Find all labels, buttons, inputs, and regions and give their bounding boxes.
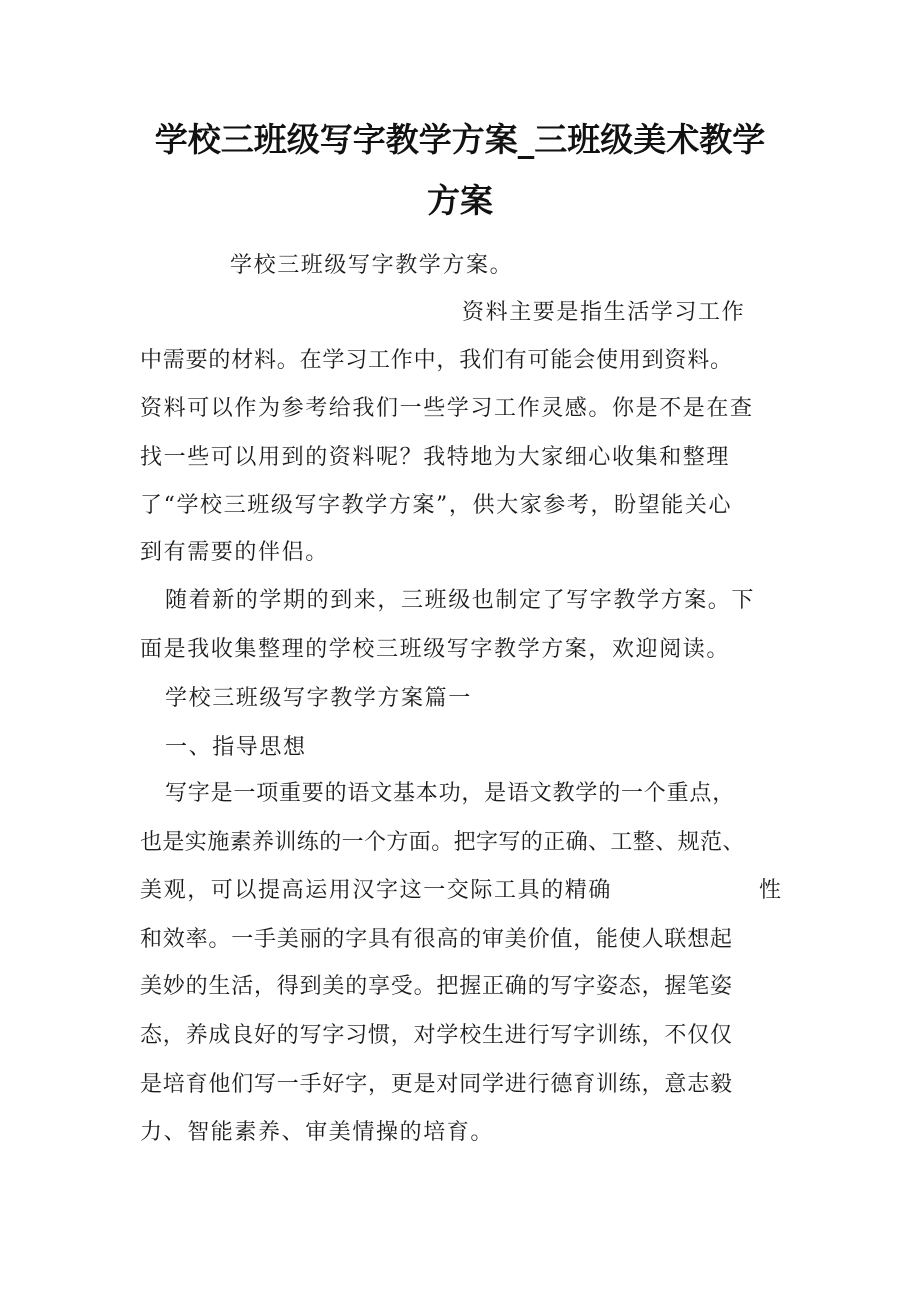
paragraph-line: 随着新的学期的到来，三班级也制定了写字教学方案。下	[165, 588, 756, 613]
paragraph-line: 性	[759, 878, 783, 903]
paragraph-line: 到有需要的伴侣。	[140, 540, 329, 565]
paragraph-line: 美观，可以提高运用汉字这一交际工具的精确	[140, 878, 613, 903]
paragraph-line: 找一些可以用到的资料呢？我特地为大家细心收集和整理	[140, 445, 731, 470]
paragraph-line: 写字是一项重要的语文基本功，是语文教学的一个重点，	[165, 781, 736, 806]
paragraph-line: 了“学校三班级写字教学方案”，供大家参考，盼望能关心	[140, 493, 733, 518]
paragraph-line: 也是实施素养训练的一个方面。把字写的正确、工整、规范、	[140, 830, 745, 855]
section-heading: 学校三班级写字教学方案篇一	[165, 686, 472, 711]
paragraph-line: 美妙的生活，得到美的享受。把握正确的写字姿态，握笔姿	[140, 974, 733, 999]
paragraph-line: 面是我收集整理的学校三班级写字教学方案，欢迎阅读。	[140, 637, 731, 662]
paragraph-line: 力、智能素养、审美情操的培育。	[140, 1120, 495, 1145]
paragraph-line: 学校三班级写字教学方案。	[230, 253, 514, 278]
document-title-line-2: 方案	[427, 181, 493, 220]
paragraph-line: 态，养成良好的写字习惯，对学校生进行写字训练，不仅仅	[140, 1023, 733, 1048]
section-heading: 一、指导思想	[165, 735, 307, 760]
paragraph-line: 是培育他们写一手好字，更是对同学进行德育训练，意志毅	[140, 1072, 733, 1097]
paragraph-line: 资料主要是指生活学习工作	[462, 300, 746, 325]
paragraph-line: 和效率。一手美丽的字具有很高的审美价值，能使人联想起	[140, 927, 733, 952]
paragraph-line: 中需要的材料。在学习工作中，我们有可能会使用到资料。	[140, 348, 733, 373]
paragraph-line: 资料可以作为参考给我们一些学习工作灵感。你是不是在查	[140, 396, 754, 421]
document-title-line-1: 学校三班级写字教学方案_三班级美术教学	[154, 120, 766, 159]
